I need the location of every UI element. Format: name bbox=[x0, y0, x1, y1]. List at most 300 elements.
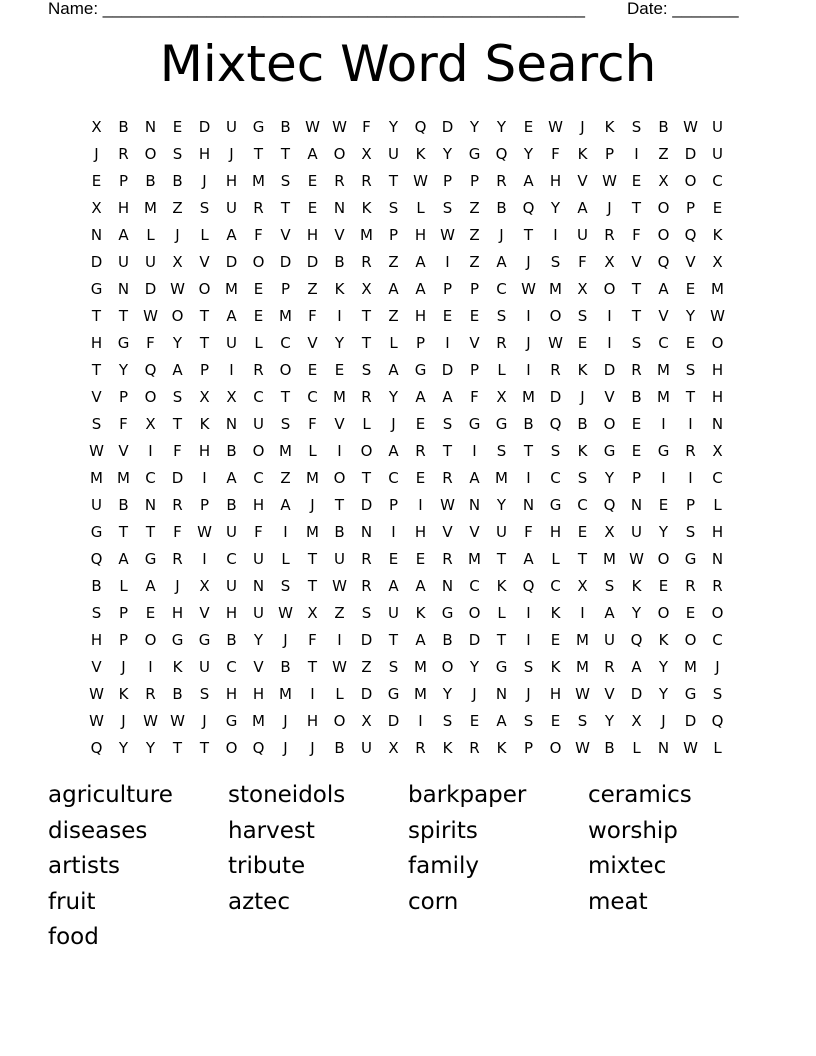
grid-letter: A bbox=[415, 387, 426, 406]
grid-letter: K bbox=[118, 684, 129, 703]
grid-letter: S bbox=[631, 333, 642, 352]
grid-letter: H bbox=[171, 603, 184, 622]
grid-letter: G bbox=[90, 279, 103, 298]
grid-letter: I bbox=[553, 225, 558, 244]
grid-letter: C bbox=[658, 333, 669, 352]
grid-letter: N bbox=[657, 738, 670, 757]
grid-letter: P bbox=[388, 495, 399, 514]
grid-letter: W bbox=[548, 117, 563, 136]
grid-letter: W bbox=[278, 603, 293, 622]
grid-letter: C bbox=[496, 279, 507, 298]
grid-letter: S bbox=[523, 711, 534, 730]
grid-letter: E bbox=[658, 576, 669, 595]
grid-letter: O bbox=[144, 387, 157, 406]
grid-letter: O bbox=[252, 441, 265, 460]
grid-letter: E bbox=[388, 549, 399, 568]
grid-letter: Y bbox=[145, 738, 156, 757]
grid-letter: R bbox=[172, 495, 183, 514]
grid-letter: Y bbox=[334, 333, 345, 352]
grid-letter: G bbox=[171, 630, 184, 649]
grid-letter: G bbox=[549, 495, 562, 514]
grid-letter: E bbox=[685, 603, 696, 622]
grid-letter: C bbox=[253, 387, 264, 406]
grid-letter: J bbox=[472, 684, 477, 703]
grid-letter: R bbox=[685, 576, 696, 595]
grid-letter: A bbox=[388, 576, 399, 595]
grid-letter: B bbox=[523, 414, 534, 433]
grid-letter: D bbox=[360, 630, 373, 649]
grid-letter: L bbox=[146, 225, 155, 244]
grid-letter: E bbox=[685, 333, 696, 352]
grid-letter: M bbox=[522, 387, 535, 406]
grid-letter: P bbox=[604, 144, 615, 163]
grid-letter: S bbox=[577, 711, 588, 730]
grid-letter: L bbox=[308, 441, 317, 460]
grid-letter: Z bbox=[172, 198, 183, 217]
grid-letter: U bbox=[604, 630, 615, 649]
grid-letter: N bbox=[468, 495, 481, 514]
grid-letter: S bbox=[172, 387, 183, 406]
grid-letter: T bbox=[577, 549, 588, 568]
grid-letter: J bbox=[229, 144, 234, 163]
grid-letter: N bbox=[144, 495, 157, 514]
grid-letter: N bbox=[711, 549, 724, 568]
grid-letter: I bbox=[607, 333, 612, 352]
grid-letter: H bbox=[198, 144, 211, 163]
grid-letter: G bbox=[117, 333, 130, 352]
grid-letter: T bbox=[280, 387, 291, 406]
grid-letter: O bbox=[468, 603, 481, 622]
grid-letter: M bbox=[306, 468, 319, 487]
grid-letter: I bbox=[418, 495, 423, 514]
name-field-label: Name: ___________________________________________________ bbox=[48, 0, 585, 18]
grid-letter: B bbox=[496, 198, 507, 217]
word-list-item: diseases bbox=[48, 817, 148, 844]
word-list-item: spirits bbox=[408, 817, 478, 844]
grid-letter: K bbox=[415, 144, 426, 163]
grid-letter: V bbox=[631, 252, 642, 271]
grid-letter: T bbox=[442, 441, 453, 460]
grid-letter: Y bbox=[604, 711, 615, 730]
grid-letter: O bbox=[657, 549, 670, 568]
grid-letter: Q bbox=[522, 576, 535, 595]
grid-letter: I bbox=[418, 711, 423, 730]
grid-letter: D bbox=[603, 360, 616, 379]
grid-letter: P bbox=[118, 603, 129, 622]
grid-letter: I bbox=[391, 522, 396, 541]
grid-letter: T bbox=[307, 549, 318, 568]
grid-letter: C bbox=[712, 468, 723, 487]
grid-letter: V bbox=[604, 684, 615, 703]
grid-letter: C bbox=[577, 495, 588, 514]
grid-letter: M bbox=[279, 684, 292, 703]
grid-letter: J bbox=[121, 711, 126, 730]
word-list-item: agriculture bbox=[48, 782, 173, 808]
grid-letter: E bbox=[91, 171, 102, 190]
grid-letter: F bbox=[632, 225, 641, 244]
grid-letter: N bbox=[252, 576, 265, 595]
grid-letter: R bbox=[361, 387, 372, 406]
grid-letter: O bbox=[279, 360, 292, 379]
grid-letter: O bbox=[333, 468, 346, 487]
grid-letter: S bbox=[496, 441, 507, 460]
grid-letter: K bbox=[577, 144, 588, 163]
grid-letter: F bbox=[470, 387, 479, 406]
grid-letter: J bbox=[526, 333, 531, 352]
grid-letter: G bbox=[414, 360, 427, 379]
grid-letter: X bbox=[91, 117, 102, 136]
grid-letter: N bbox=[630, 495, 643, 514]
grid-letter: M bbox=[657, 360, 670, 379]
grid-letter: O bbox=[441, 657, 454, 676]
grid-letter: P bbox=[118, 171, 129, 190]
grid-letter: T bbox=[172, 414, 183, 433]
grid-letter: R bbox=[631, 360, 642, 379]
grid-letter: G bbox=[468, 414, 481, 433]
grid-letter: H bbox=[198, 441, 211, 460]
grid-letter: A bbox=[388, 441, 399, 460]
grid-letter: X bbox=[361, 711, 372, 730]
grid-letter: V bbox=[91, 387, 102, 406]
word-list-item: worship bbox=[588, 817, 678, 844]
grid-letter: S bbox=[631, 117, 642, 136]
grid-letter: M bbox=[252, 711, 265, 730]
grid-letter: J bbox=[283, 738, 288, 757]
grid-letter: S bbox=[550, 252, 561, 271]
grid-letter: J bbox=[580, 387, 585, 406]
grid-letter: X bbox=[361, 144, 372, 163]
grid-letter: D bbox=[684, 711, 697, 730]
grid-letter: R bbox=[253, 360, 264, 379]
grid-letter: W bbox=[332, 657, 347, 676]
grid-letter: J bbox=[94, 144, 99, 163]
grid-letter: Y bbox=[118, 360, 129, 379]
grid-letter: N bbox=[333, 198, 346, 217]
grid-letter: V bbox=[253, 657, 264, 676]
grid-letter: Y bbox=[118, 738, 129, 757]
grid-letter: C bbox=[307, 387, 318, 406]
grid-letter: J bbox=[580, 117, 585, 136]
grid-letter: A bbox=[280, 495, 291, 514]
grid-letter: O bbox=[171, 306, 184, 325]
grid-letter: S bbox=[199, 684, 210, 703]
grid-letter: S bbox=[577, 468, 588, 487]
grid-letter: T bbox=[145, 522, 156, 541]
grid-letter: S bbox=[685, 360, 696, 379]
grid-letter: S bbox=[577, 306, 588, 325]
grid-letter: R bbox=[442, 468, 453, 487]
grid-letter: W bbox=[89, 684, 104, 703]
grid-letter: N bbox=[441, 576, 454, 595]
date-field-label: Date: _______ bbox=[627, 0, 739, 18]
grid-letter: W bbox=[89, 711, 104, 730]
grid-letter: V bbox=[469, 333, 480, 352]
grid-letter: L bbox=[497, 360, 506, 379]
grid-letter: D bbox=[684, 144, 697, 163]
grid-letter: T bbox=[172, 738, 183, 757]
grid-letter: E bbox=[658, 495, 669, 514]
grid-letter: G bbox=[90, 522, 103, 541]
grid-letter: U bbox=[118, 252, 129, 271]
grid-letter: Y bbox=[658, 657, 669, 676]
grid-letter: T bbox=[280, 198, 291, 217]
grid-letter: I bbox=[634, 144, 639, 163]
word-list-item: harvest bbox=[228, 817, 315, 844]
word-list-item: family bbox=[408, 853, 479, 879]
word-list-item: food bbox=[48, 924, 99, 950]
grid-letter: B bbox=[280, 657, 291, 676]
grid-letter: V bbox=[469, 522, 480, 541]
grid-letter: P bbox=[118, 630, 129, 649]
grid-letter: T bbox=[118, 306, 129, 325]
grid-letter: V bbox=[442, 522, 453, 541]
grid-letter: W bbox=[143, 711, 158, 730]
grid-letter: C bbox=[280, 333, 291, 352]
grid-letter: B bbox=[118, 495, 129, 514]
grid-letter: K bbox=[550, 603, 561, 622]
grid-letter: J bbox=[283, 630, 288, 649]
grid-letter: M bbox=[117, 468, 130, 487]
grid-letter: U bbox=[226, 576, 237, 595]
grid-letter: J bbox=[175, 225, 180, 244]
grid-letter: I bbox=[283, 522, 288, 541]
grid-letter: H bbox=[414, 306, 427, 325]
grid-letter: H bbox=[549, 522, 562, 541]
grid-letter: A bbox=[415, 576, 426, 595]
grid-letter: D bbox=[306, 252, 319, 271]
grid-letter: H bbox=[252, 495, 265, 514]
grid-letter: L bbox=[200, 225, 209, 244]
grid-letter: P bbox=[469, 279, 480, 298]
grid-letter: P bbox=[199, 495, 210, 514]
grid-letter: L bbox=[551, 549, 560, 568]
grid-letter: I bbox=[202, 549, 207, 568]
grid-letter: M bbox=[657, 387, 670, 406]
grid-letter: Y bbox=[172, 333, 183, 352]
grid-letter: T bbox=[307, 576, 318, 595]
grid-letter: J bbox=[391, 414, 396, 433]
grid-letter: Z bbox=[307, 279, 318, 298]
grid-letter: M bbox=[684, 657, 697, 676]
grid-letter: I bbox=[526, 603, 531, 622]
grid-letter: C bbox=[145, 468, 156, 487]
grid-letter: Q bbox=[90, 738, 103, 757]
grid-letter: O bbox=[549, 306, 562, 325]
grid-letter: U bbox=[226, 522, 237, 541]
grid-letter: T bbox=[631, 279, 642, 298]
grid-letter: Y bbox=[523, 144, 534, 163]
grid-letter: S bbox=[388, 657, 399, 676]
grid-letter: Y bbox=[469, 657, 480, 676]
grid-letter: W bbox=[170, 711, 185, 730]
grid-letter: T bbox=[496, 549, 507, 568]
grid-letter: J bbox=[526, 684, 531, 703]
grid-letter: Q bbox=[414, 117, 427, 136]
grid-letter: Y bbox=[550, 198, 561, 217]
grid-letter: G bbox=[144, 549, 157, 568]
grid-letter: J bbox=[283, 711, 288, 730]
grid-letter: Y bbox=[496, 117, 507, 136]
grid-letter: U bbox=[577, 225, 588, 244]
grid-letter: J bbox=[121, 657, 126, 676]
grid-letter: V bbox=[334, 225, 345, 244]
grid-letter: U bbox=[388, 603, 399, 622]
grid-letter: W bbox=[440, 495, 455, 514]
grid-letter: L bbox=[335, 684, 344, 703]
word-list-item: ceramics bbox=[588, 782, 692, 808]
grid-letter: F bbox=[308, 414, 317, 433]
grid-letter: G bbox=[441, 603, 454, 622]
grid-letter: Z bbox=[334, 603, 345, 622]
grid-letter: E bbox=[442, 306, 453, 325]
grid-letter: S bbox=[604, 576, 615, 595]
grid-letter: K bbox=[631, 576, 642, 595]
grid-letter: V bbox=[91, 657, 102, 676]
grid-letter: T bbox=[523, 225, 534, 244]
grid-letter: U bbox=[145, 252, 156, 271]
grid-letter: F bbox=[254, 225, 263, 244]
grid-letter: H bbox=[711, 387, 724, 406]
grid-letter: R bbox=[685, 441, 696, 460]
grid-letter: D bbox=[171, 468, 184, 487]
grid-letter: E bbox=[253, 279, 264, 298]
grid-letter: T bbox=[361, 468, 372, 487]
grid-letter: I bbox=[472, 441, 477, 460]
grid-letter: L bbox=[713, 495, 722, 514]
grid-letter: X bbox=[712, 252, 723, 271]
word-list-item: fruit bbox=[48, 888, 96, 915]
grid-letter: S bbox=[442, 711, 453, 730]
grid-letter: P bbox=[388, 225, 399, 244]
grid-letter: I bbox=[337, 306, 342, 325]
grid-letter: I bbox=[229, 360, 234, 379]
grid-letter: T bbox=[685, 387, 696, 406]
grid-letter: A bbox=[658, 279, 669, 298]
grid-letter: Q bbox=[252, 738, 265, 757]
grid-letter: I bbox=[445, 252, 450, 271]
grid-letter: C bbox=[550, 468, 561, 487]
grid-letter: Q bbox=[657, 252, 670, 271]
grid-letter: I bbox=[688, 468, 693, 487]
grid-letter: I bbox=[688, 414, 693, 433]
grid-letter: P bbox=[469, 360, 480, 379]
grid-letter: V bbox=[334, 414, 345, 433]
grid-letter: J bbox=[526, 252, 531, 271]
grid-letter: O bbox=[333, 711, 346, 730]
grid-letter: T bbox=[307, 657, 318, 676]
grid-letter: A bbox=[172, 360, 183, 379]
grid-letter: E bbox=[577, 522, 588, 541]
grid-letter: D bbox=[468, 630, 481, 649]
grid-letter: M bbox=[576, 657, 589, 676]
grid-letter: D bbox=[441, 117, 454, 136]
grid-letter: A bbox=[442, 387, 453, 406]
grid-letter: I bbox=[526, 306, 531, 325]
grid-letter: O bbox=[603, 279, 616, 298]
grid-letter: U bbox=[334, 549, 345, 568]
grid-letter: U bbox=[226, 198, 237, 217]
grid-letter: K bbox=[712, 225, 723, 244]
grid-letter: E bbox=[307, 198, 318, 217]
grid-letter: M bbox=[468, 549, 481, 568]
grid-letter: D bbox=[144, 279, 157, 298]
grid-letter: M bbox=[495, 468, 508, 487]
grid-letter: V bbox=[118, 441, 129, 460]
word-list-item: meat bbox=[588, 888, 648, 915]
grid-letter: U bbox=[253, 549, 264, 568]
grid-letter: M bbox=[549, 279, 562, 298]
grid-letter: F bbox=[146, 333, 155, 352]
grid-letter: D bbox=[198, 117, 211, 136]
grid-letter: T bbox=[280, 144, 291, 163]
grid-letter: S bbox=[199, 198, 210, 217]
grid-letter: W bbox=[629, 549, 644, 568]
grid-letter: O bbox=[360, 441, 373, 460]
grid-letter: M bbox=[711, 279, 724, 298]
grid-letter: E bbox=[415, 414, 426, 433]
grid-letter: Y bbox=[388, 117, 399, 136]
grid-letter: Y bbox=[442, 684, 453, 703]
grid-letter: B bbox=[226, 441, 237, 460]
grid-letter: Y bbox=[388, 387, 399, 406]
grid-letter: F bbox=[173, 522, 182, 541]
grid-letter: X bbox=[604, 252, 615, 271]
grid-letter: W bbox=[170, 279, 185, 298]
grid-letter: J bbox=[607, 198, 612, 217]
grid-letter: O bbox=[684, 171, 697, 190]
grid-letter: J bbox=[202, 711, 207, 730]
grid-letter: K bbox=[577, 441, 588, 460]
grid-letter: D bbox=[360, 684, 373, 703]
grid-letter: Q bbox=[522, 198, 535, 217]
grid-letter: H bbox=[252, 684, 265, 703]
grid-letter: S bbox=[172, 144, 183, 163]
grid-letter: G bbox=[603, 441, 616, 460]
grid-letter: K bbox=[361, 198, 372, 217]
grid-letter: F bbox=[578, 252, 587, 271]
grid-letter: S bbox=[280, 576, 291, 595]
grid-letter: G bbox=[252, 117, 265, 136]
grid-letter: Z bbox=[280, 468, 291, 487]
grid-letter: Q bbox=[630, 630, 643, 649]
grid-letter: G bbox=[198, 630, 211, 649]
grid-letter: G bbox=[387, 684, 400, 703]
grid-letter: D bbox=[630, 684, 643, 703]
grid-letter: B bbox=[334, 252, 345, 271]
grid-letter: S bbox=[280, 414, 291, 433]
grid-letter: X bbox=[361, 279, 372, 298]
grid-letter: M bbox=[279, 306, 292, 325]
grid-letter: M bbox=[144, 198, 157, 217]
grid-letter: E bbox=[550, 630, 561, 649]
grid-letter: O bbox=[144, 144, 157, 163]
grid-letter: A bbox=[631, 657, 642, 676]
grid-letter: B bbox=[118, 117, 129, 136]
grid-letter: H bbox=[711, 522, 724, 541]
grid-letter: K bbox=[172, 657, 183, 676]
grid-letter: R bbox=[253, 198, 264, 217]
grid-letter: E bbox=[523, 117, 534, 136]
grid-letter: Q bbox=[495, 144, 508, 163]
grid-letter: Y bbox=[604, 468, 615, 487]
grid-letter: V bbox=[604, 387, 615, 406]
grid-letter: I bbox=[310, 684, 315, 703]
grid-letter: E bbox=[307, 360, 318, 379]
grid-letter: W bbox=[89, 441, 104, 460]
grid-letter: P bbox=[118, 387, 129, 406]
grid-letter: A bbox=[415, 630, 426, 649]
grid-letter: B bbox=[631, 387, 642, 406]
